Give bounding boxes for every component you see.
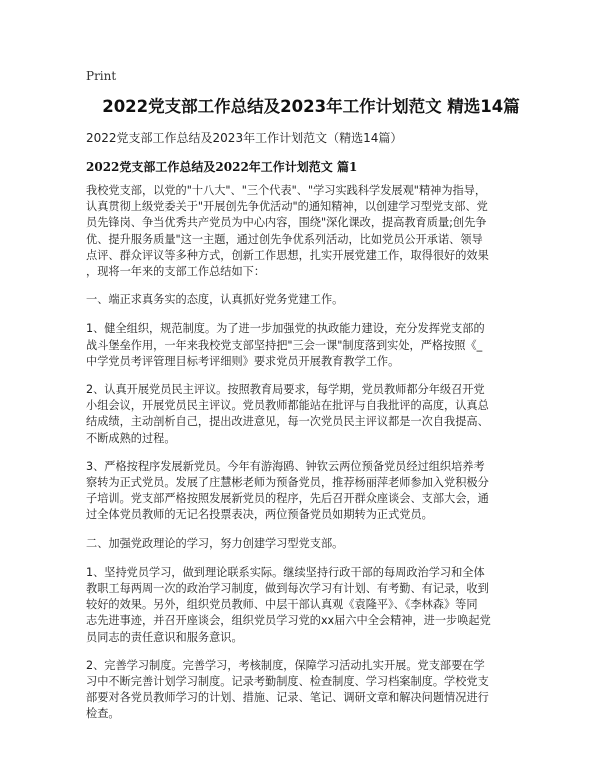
paragraph-study-system	[86, 658, 526, 723]
paragraph-line: 中学党员考评管理目标考评细则》要求党员开展教育教学工作。	[86, 354, 400, 368]
paragraph-line: 过全体党员教师的无记名投票表决，两位预备党员如期转为正式党员。	[86, 508, 433, 522]
paragraph-line: 点评、群众评议等多种方式，创新工作思想，扎实开展党建工作，取得很好的效果	[86, 248, 489, 262]
paragraph-line: 2、认真开展党员民主评议。按照教育局要求，每学期，党员教师都分年级召开党	[86, 383, 485, 397]
paragraph-line: 员同志的责任意识和服务意识。	[86, 630, 243, 644]
section-heading: 2022党支部工作总结及2022年工作计划范文 篇1	[86, 160, 358, 174]
paragraph-line: 子培训。党支部严格按照发展新党员的程序，先后召开群众座谈会、支部大会，通	[86, 492, 489, 506]
subheading-one	[86, 292, 526, 308]
paragraph-line: 较好的效果。另外，组织党员教师、中层干部认真观《袁隆平》、《李林森》等同	[86, 598, 478, 612]
paragraph-line: 习中不断完善计划学习制度。记录考勤制度、检查制度、学习档案制度。学校党支	[86, 675, 489, 689]
paragraph-line: 部要对各党员教师学习的计划、措施、记录、笔记、调研文章和解决问题情况进行	[86, 691, 489, 705]
paragraph-line: 结成绩，主动剖析自己，提出改进意见，每一次党员民主评议都是一次自我提高、	[86, 415, 489, 429]
paragraph-line: 小组会议，开展党员民主评议。党员教师都能站在批评与自我批评的高度，认真总	[86, 399, 489, 413]
paragraph-line: 认真贯彻上级党委关于"开展创先争优活动"的通知精神，以创建学习型党支部、党	[86, 200, 488, 214]
paragraph-organization	[86, 321, 526, 370]
paragraph-line: 3、严格按程序发展新党员。今年有游海鸥、钟钦云两位预备党员经过组织培养考	[86, 459, 485, 473]
paragraph-line: 1、坚持党员学习，做到理论联系实际。继续坚持行政干部的每周政治学习和全体	[86, 565, 485, 579]
print-link[interactable]: Print	[86, 69, 117, 83]
paragraph-line: 二、加强党政理论的学习，努力创建学习型党支部。	[86, 536, 344, 550]
subheading-two	[86, 536, 526, 552]
paragraph-study	[86, 565, 526, 646]
paragraph-line: 我校党支部，以党的"十八大"、"三个代表"、"学习实践科学发展观"精神为指导，	[86, 184, 487, 197]
document-subtitle: 2022党支部工作总结及2023年工作计划范文（精选14篇）	[86, 131, 403, 145]
paragraph-line: 不断成熟的过程。	[86, 431, 176, 445]
paragraph-intro	[86, 183, 526, 280]
paragraph-line: 教职工每两周一次的政治学习制度，做到每次学习有计划、有考勤、有记录，收到	[86, 582, 489, 596]
document-body	[86, 183, 526, 735]
paragraph-evaluation	[86, 382, 526, 447]
paragraph-line: 检查。	[86, 707, 120, 721]
paragraph-line: 优、提升服务质量"这一主题，通过创先争优系列活动，比如党员公开承诺、领导	[86, 232, 483, 246]
paragraph-line: 战斗堡垒作用，一年来我校党支部坚持把"三会一课"制度落到实处，严格按照《_	[86, 338, 483, 352]
paragraph-line: 2、完善学习制度。完善学习，考核制度，保障学习活动扎实开展。党支部要在学	[86, 658, 485, 672]
paragraph-line: 志先进事迹，并召开座谈会，组织党员学习党的xx届六中全会精神，进一步唤起党	[86, 614, 491, 628]
paragraph-line: 员先锋岗、争当优秀共产党员为中心内容，围绕"深化课改，提高教育质量;创先争	[86, 216, 487, 230]
page-title: 2022党支部工作总结及2023年工作计划范文 精选14篇	[102, 97, 520, 116]
paragraph-line: 察转为正式党员。发展了庄慧彬老师为预备党员，推荐杨丽萍老师参加入党积极分	[86, 476, 489, 490]
paragraph-line: 1、健全组织，规范制度。为了进一步加强党的执政能力建设，充分发挥党支部的	[86, 322, 485, 336]
paragraph-line: 一、端正求真务实的态度，认真抓好党务党建工作。	[86, 293, 344, 307]
paragraph-line: ，现将一年来的支部工作总结如下：	[86, 265, 266, 279]
paragraph-new-members	[86, 459, 526, 524]
